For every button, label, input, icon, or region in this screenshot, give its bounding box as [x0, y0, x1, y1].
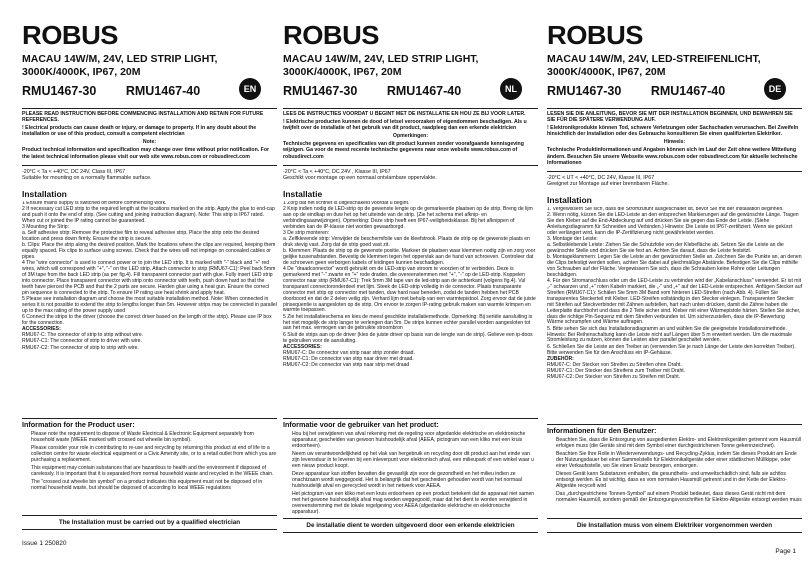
accessory: RMU67-C: The connector of strip to strip without wire.: [22, 332, 144, 339]
user-info: [547, 424, 802, 515]
language-badge: NL: [500, 78, 522, 100]
product-code-40: RMU1467-40: [125, 84, 201, 98]
user-info-heading: Information for the Product user:: [22, 419, 135, 429]
user-info-list: [556, 437, 802, 514]
install-step: 1 Ensure mains supply is switched off before commencing work.: [22, 200, 167, 206]
install-steps: [22, 201, 277, 416]
warning-note-label: Opmerkingen:: [392, 133, 429, 140]
warning-electrical: ! Electrical products can cause death or injury, or damage to property. If in any doubt about the installation or use of this product, consult a competent electrician: [22, 125, 257, 138]
install-step: 6 Connect the strips to the driver (choose the correct driver based on the length of the strip). Please use IP box for the connection.: [22, 313, 272, 326]
install-step: 2 If necessary cut LED strip to the required length at the locations marked on the strip. Apply the glue to end-cap and push it onto the end of strip. (See cutting and joining instruction diagram). Note: This strip is IP67 rated. When cut or joined the IP rating cannot be guaranteed.: [22, 205, 275, 224]
user-info-item: 4. Het pictogram van een kliko met een kruis erdoorheen op een product betekent dat de apparaat niet samen met het gewone huishoudelijk afval mag worden weggegooid, maar dat het dient te worden verwijderd in overeenstemming met de lokale regelgeving voor AEEA (afgedankte elektrische en elektronische apparatuur).: [292, 491, 538, 514]
accessory: RMU67-C1: The connector of strip to driver with wire.: [22, 338, 142, 345]
install-step: 5. Bitte sehen Sie sich das Installationsdiagramm an und wählen Sie die geeignetste Installationsmethode. Hinweis: Bei Reihenschaltung kann die Leiste nicht auf Längen über 5 m erweitert werden. Um die maximale Stromleistung zu nutzen, können die Leisten aber parallel geschaltet werden.: [547, 325, 792, 344]
page-number: Page 1: [775, 548, 796, 555]
product-codes: [22, 82, 277, 102]
user-info-item: 1. Beachten Sie, dass die Entsorgung von ausgedienten Elektro- und Elektronikgeräten getrennt vom Hausmüll erfolgen muss (die Geräte sind mit dem Symbol einer durchgestrichenen Tonne gekennzeichnet).: [556, 437, 802, 449]
install-step: 4 The "wire connector" is used to connect power or to join the LED strip. It is marked with "-" black and "+" red wires, which will correspond with "+", "-" on the LED strip. Attach connector to strip (RMU67-C1): Peel back 5mm of 3M tape from the back LED strip (as per fig.4). Fill transparent connector part with glue. Fully insert LED strip into connector. Place transparent connector with strip onto connector with teeth, push down hard so that the teeth have pierced the PCB and that the 2 parts are secure. Harden glue using a heat gun. Ensure the correct pin sequence is connected to the strip. To ensure IP rating use heat shrink and apply heat.: [22, 260, 276, 296]
install-step: 2 Knip indien nodig de LED-strip op de gewenste lengte op de gemarkeerde plaatsen op de strip. Breng de lijm aan op de eindkap en duw het op het uiteinde van de strip. (Zie het schema met afknip- en verbindingsaanwijzingen). Opmerking: Deze strip heeft een IP67-veiligheidsklasse. Bij het afknippen of verbinden kan de IP-klasse niet worden gewaarborgd.: [283, 205, 533, 230]
install-step: b. Montageklammern: Legen Sie die Leiste an der gewünschten Stelle an. Zeichnen Sie die Punkte an, an denen die Clips befestigt werden sollen, achten Sie dabei auf gleichmäßige Abstände. Befestigen Sie die Clips mithilfe von Schrauben auf der Fläche. Vergewissern Sie sich, dass die Schrauben keine Rohre oder Leitungen beschädigen.: [547, 254, 802, 278]
product-title: MACAU 14W/M, 24V, LED-STREIFENLICHT, 3000K/4000K, IP67, 20M: [547, 53, 761, 78]
footer-notice: The Installation must be carried out by a qualified electrician: [22, 515, 277, 530]
spec-surface: Geeignet zur Montage auf einer brennbaren Fläche.: [547, 181, 669, 188]
install-step: 4 De "draadconnector" wordt gebruikt om de LED-strip van stroom te voorzien of te verbinden. Deze is gemarkeerd met "-" zwarte en "+" rode draden, die overeenstemmen met "+", "-" op de LED-strip. Koppelen connector naar strip (RMU67-C1): Trek 5mm 3M tape van de led-strip aan de achterkant (volgens fig.4). Vul transparant connectoronderdeel met lijm. Steek de LED-strip volledig in de connector. Plaats transparante connector met strip op connector met tanden, duw hard naar beneden, zodat de tanden hebben het PCB doorboord en dat de 2 delen veilig zijn. Verhard lijm met behulp van een warmtepistool. Zorg ervoor dat de juiste pinsequentie is aangesloten op de strip. Om ervoor te zorgen IP-rating gebruik maken van warmte krimpen en warmte toepassen.: [283, 266, 536, 314]
warning-box: [547, 108, 802, 172]
language-badge: DE: [764, 78, 786, 100]
install-heading: Installatie: [283, 188, 323, 199]
install-step: 3 Mounting the Strip:: [22, 223, 70, 230]
robus-logo: ROBUS: [22, 22, 118, 50]
install-step: a. Selbstklebende Leiste: Ziehen Sie die Schutzfolie von der Klebefläche ab. Setzen Sie die Leiste an die gewünschte Stelle und drücken Sie sie fest an. Achten Sie darauf, dass die Leiste festsitzt.: [547, 242, 784, 254]
install-step: 2. Wenn nötig, kürzen Sie die LED-Leiste an den entsprechen Markierungen auf die gewünschte Länge. Tragen Sie den Kleber auf die End-Abdeckung auf und drücken Sie sie gegen das Ende der Leiste. (Siehe Anleitungsdiagramm für Schneiden und Verbinden.) Hinweis: Die Leiste ist IP67-zertifiziert. Wenn sie gekürzt oder verlängert wird, kann die IP-Zertifizierung nicht gewährleistet werden.: [547, 211, 799, 236]
product-code-30: RMU1467-30: [547, 84, 622, 98]
user-info-item: 4. Das „durchgestrichene Tonnen-Symbol" auf einem Produkt bedeutet, dass dieses Gerät nicht mit dem normalen Hausmüll, sondern gemäß der Entsorgungsvorschriften für Elektro-Altgeräte entsorgt werden muss: [556, 491, 802, 503]
user-info-list: [31, 431, 277, 511]
column-en: [22, 22, 277, 538]
accessory: RMU67-C: Der Stecker von Streifen zu Streifen ohne Draht.: [547, 361, 682, 368]
product-code-40: RMU1467-40: [386, 84, 462, 98]
robus-logo: ROBUS: [283, 22, 379, 50]
install-step: a. Self adhesive strip: Remove the protective film to reveal adhesive strip. Place the strip onto the desired location and press down firmly. Ensure the strip is secure.: [22, 230, 260, 242]
user-info-item: 1. Please note the requirement to dispose of Waste Electrical & Electronic Equipment separately from household waste (WEEE marked with crossed out wheelie bin symbol).: [31, 431, 277, 443]
install-step: 1. Vergewissern Sie sich, dass die Stromzufuhr ausgeschaltet ist, bevor Sie mit der Installation beginnen.: [547, 206, 784, 212]
warning-box: [22, 108, 277, 166]
spec-surface: Suitable for mounting on a normally flammable surface.: [22, 175, 152, 182]
install-steps: [283, 201, 538, 416]
user-info-item: 3. This equipment may contain substances that are hazardous to health and the environment if disposed of carelessly. It is important that it is separated from normal household waste and recycled in the WEEE chain.: [31, 465, 277, 477]
user-info: [283, 418, 538, 515]
warning-note: Product technical information and specification may change over time without prior notification. For the latest technical information please visit our web site www.robus.com or robusdirect.com: [22, 147, 270, 160]
product-code-30: RMU1467-30: [283, 84, 358, 98]
user-info-item: 4. The "crossed out wheelie bin symbol" on a product indicates this equipment must not be disposed of in normal household waste, but should be disposed of according to local WEEE regulations: [31, 479, 277, 491]
spec-block: [22, 169, 277, 185]
product-title: MACAU 14W/M, 24V, LED STRIP LIGHT, 3000K/4000K, IP67, 20M: [22, 53, 218, 78]
user-info-item: 1. Hou bij het verwijderen van afval rekening met de regeling voor afgedankte elektrische en elektronische apparatuur, gescheiden van gewoon huishoudelijk afval (AEEA, pictogram van een kliko met een kruis erdoorheen).: [292, 431, 538, 449]
warning-note-label: Note:: [142, 139, 157, 146]
spec-block: [547, 175, 802, 191]
warning-electrical: ! Elektrische producten kunnen de dood of letsel veroorzaken of eigendommen beschadigen. Als u twijfelt over de installatie of het gebruik van dit product, raadpleeg dan een erkende elektricien: [283, 119, 527, 132]
user-info-item: 2. Neem uw verantwoordelijkheid op het vlak van hergebruik en recycling door dit product aan het einde van zijn levensduur in te leveren bij een inleverpunt voor elektronisch afval, een milieupark of een winkel waar u een nieuw product koopt.: [292, 451, 538, 469]
install-step: 5 Please see installation diagram and choose the most suitable installation method. Note: When connected in series it is not possible to extend the strip to lengths longer than 5m. However strips may be connected in parallel up to the max rating of the power supply used: [22, 295, 277, 314]
user-info-heading: Informatie voor de gebruiker van het product:: [283, 419, 439, 429]
accessory: RMU67-C: De connector van strip naar strip zonder draad.: [283, 349, 415, 356]
user-info: [22, 418, 277, 512]
accessories-label: ACCESSORIES:: [22, 326, 61, 333]
robus-logo: ROBUS: [547, 22, 643, 50]
user-info-heading: Informationen für den Benutzer:: [547, 425, 657, 435]
install-step: b. Clips: Place the strip along the desired position. Mark the locations where the clips are required, keeping them equally spaced. Fix clips to surface using screws. Check that the wires will not impinge on concealed cables or pipes.: [22, 242, 276, 260]
install-step: 1 Zorg dat het lichtnet is uitgeschakeld voordat u begint.: [283, 200, 410, 206]
product-code-40: RMU1467-40: [650, 84, 726, 98]
column-nl: [283, 22, 538, 538]
install-steps: [547, 207, 802, 422]
footer-notice: De installatie dient te worden uitgevoerd door een erkende elektricien: [283, 518, 538, 533]
warning-read: LESEN SIE DIE ANLEITUNG, BEVOR SIE MIT DER INSTALLATION BEGINNEN, UND BEWAHREN SIE SIE FÜR DIE SPÄTERE VERWENDUNG AUF.: [547, 111, 793, 124]
accessory: RMU67-C2: The connector of strip to strip with wire.: [22, 344, 139, 351]
product-code-30: RMU1467-30: [22, 84, 97, 98]
warning-read: LEES DE INSTRUCTIES VOORDAT U BEGINT MET DE INSTALLATIE EN HOU ZE BIJ VOOR LATER.: [283, 111, 526, 117]
accessories-label: ZUBEHÖR:: [547, 355, 574, 362]
install-step: 3 De strip monteren:: [283, 229, 330, 236]
install-step: 6. Schließen Sie die Leiste an den Treiber an (verwenden Sie je nach Länge der Leiste den korrekten Treiber). Bitte verwenden Sie für den Anschluss ein IP-Gehäuse.: [547, 343, 796, 356]
warning-box: [283, 108, 538, 166]
accessory: RMU67-C1: Der Stecker des Streifens zum Treiber mit Draht.: [547, 368, 686, 375]
install-step: 6 Sluit de strips aan op de driver (kies de juiste driver op basis van de lengte van de strip). Gelieve een ip-doos te gebruiken voor de aansluiting.: [283, 331, 533, 344]
spec-surface: Geschikt voor montage op een normaal ontvlambare oppervlakte.: [283, 175, 437, 182]
product-codes: [547, 82, 802, 102]
accessory: RMU67-C2: Der Stecker von Streifen zu Streifen mit Draht.: [547, 374, 681, 381]
install-heading: Installation: [547, 194, 592, 205]
product-codes: [283, 82, 538, 102]
install-step: 4. Für den Stromanschluss oder um die LED-Leiste zu verbinden wird der „Kabelanschluss" verwendet. Er ist mit „-" schwarzen und „+" roten Kabeln markiert, die „-" und „+" auf der LED-Leiste entsprechen. Anfügen Stecker auf Streifen (RMU67-C1): Schälen Sie 5mm 3M Band vom hinteren LED-Streifen (nach Abb. 4). Füllen Sie transparentes Steckerteil mit Kleber. LED-Streifen vollständig in den Stecker einlegen. Transparenten Stecker mit Streifen auf Steckverbinder mit Zähnen aufstellen, hart nach unten drücken, damit die Zähne haben die Leiterplatte durchbohrt und dass die 2 Teile sicher sind. Kleber mit einer Wärmepistole härten. Stellen Sie sicher, dass die richtige Pin-Sequenz mit dem Streifen verbunden ist. Um sicherzustellen, dass die IP-Bewertung Wärme schrumpfen und Wärme auftragen.: [547, 278, 802, 326]
accessory: RMU67-C2: De connector van strip naar strip met draad: [283, 362, 410, 369]
user-info-list: [292, 431, 538, 514]
warning-note: Technische gegevens en specificaties van dit product kunnen zonder voorafgaande kennisgeving wijzigen. Ga voor de meest recente technische gegevens naar onze website www.robus.com of robusdirect.com: [283, 141, 524, 160]
user-info-item: 2. Please consider your role in contributing to re-use and recycling by returning this product at end of life to a collection centre for waste electrical equipment or a Civic Amenity site, or to a retail outlet from which you are purchasing a replacement.: [31, 445, 277, 463]
install-step: b. Klemmen: Plaats de strip op de gewenste positie. Markeer de plaatsen waar klemmen nodig zijn en zorg voor gelijke tussenafstanden. Bevestig de klemmen tegen het oppervlak aan de hand van schroeven. Controleer dat de schroeven geen verborgen kabels of leidingen kunnen beschadigen.: [283, 248, 536, 266]
spec-ratings: -20°C < Ta < +40°C, DC 24V, Class III, IP67: [22, 168, 126, 175]
user-info-item: 2. Beachten Sie Ihre Rolle in Wiederverwendungs- und Recycling-Zyklus, indem Sie dieses Produkt am Ende der Nutzungsdauer bei einer Sammelstelle für Elektronikaltgeräte oder einer städtischen Müllkippe, oder einer Verkaufsstelle, wo Sie einen Ersatz besorgen, entsorgen.: [556, 451, 802, 469]
accessories-label: ACCESSORIES:: [283, 343, 322, 350]
warning-electrical: ! Elektronikprodukte können Tod, schwere Verletzungen oder Sachschaden verursachen. Bei Zweifeln hinsichtlich der Installation oder des Gebrauchs konsultieren Sie einen qualifizierten Elektriker.: [547, 125, 799, 138]
warning-note: Technische Produktinformationen und Angaben können sich im Lauf der Zeit ohne weitere Mitteilung ändern. Besuchen Sie unsere Webseite www.robus.com oder robusdirect.com für aktuelle technische Informationen: [547, 147, 798, 166]
user-info-item: 3. Deze apparatuur kan stoffen bevatten die gevaarlijk zijn voor de gezondheid en het milieu indien ze onachtzaam wordt weggegooid. Het is belangrijk dat het gescheiden gehouden wordt van het normaal huishoudelijk afval en gerecycled wordt in het netwerk voor AEEA.: [292, 471, 538, 489]
install-step: 5 Zie het installatieschema en kies de meest geschikte installatiemethode. Opmerking: Bij seriële aansluiting is het niet mogelijk de strip langer te verlengen dan 5m. De strips kunnen echter parallel worden aangesloten tot aan het max. vermogen van de gebruikte stroombron: [283, 313, 533, 332]
install-heading: Installation: [22, 188, 67, 199]
spec-ratings: -20°C < Ta < +40°C, DC 24V , Klasse III, IP67: [283, 168, 391, 175]
column-de: [547, 22, 802, 538]
spec-block: [283, 169, 538, 185]
install-step: 3. Montage der Leiste:: [547, 235, 598, 242]
warning-note-label: Hinweis:: [663, 139, 686, 146]
product-title: MACAU 14W/M, 24V, LED STRIP LIGHT, 3000K/4000K, IP67, 20M: [283, 53, 479, 78]
footer-notice: Die Installation muss von einem Elektriker vorgenommen werden: [547, 518, 802, 533]
user-info-item: 3. Dieses Gerät kann Substanzen enthalten, die gesundheits- und umweltschädlich sind, falls sie achtlos entsorgt werden. Es ist wichtig, dass es vom normalen Hausmüll getrennt und in der Kette der Elektro-Altgeräte recycelt wird: [556, 471, 802, 489]
issue-number: Issue 1 250820: [22, 540, 67, 547]
accessory: RMU67-C1: De connector van strip naar driver met draad.: [283, 356, 414, 363]
warning-read: PLEASE READ INSTRUCTION BEFORE COMMENCING INSTALLATION AND RETAIN FOR FUTURE REFERENCES.: [22, 111, 264, 124]
language-badge: EN: [239, 78, 261, 100]
install-step: a. Zelfklevende strip: Verwijder de beschermfolie van de kleefstrook. Plaats de strip op de gewenste plaats en druk stevig vast. Zorg dat de strip goed vast zit.: [283, 235, 530, 248]
spec-ratings: -20°C < UT < +40°C, DC 24V, Klasse III, IP67: [547, 174, 655, 181]
